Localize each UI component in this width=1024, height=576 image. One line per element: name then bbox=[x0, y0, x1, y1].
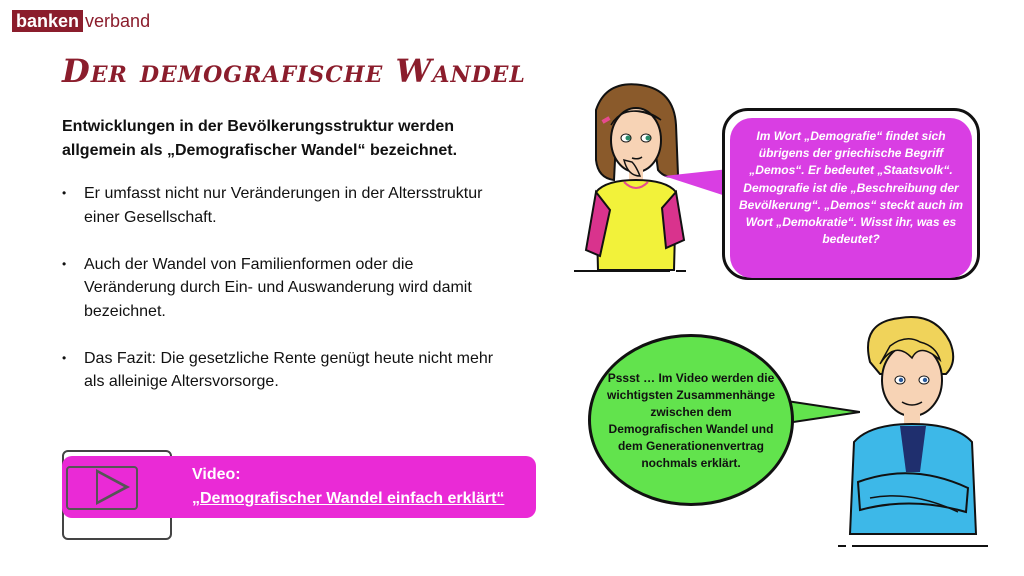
boy-character-illustration bbox=[840, 312, 990, 544]
play-icon-inner bbox=[98, 473, 124, 501]
boy-floor-line-dash bbox=[838, 545, 846, 547]
boy-floor-line bbox=[852, 545, 988, 547]
bullet-list bbox=[62, 182, 502, 417]
brand-logo bbox=[12, 10, 150, 32]
video-label: Video: bbox=[192, 466, 241, 483]
logo-mark: banken bbox=[12, 10, 83, 32]
bullet-item: • Er umfasst nicht nur Veränderungen in der Altersstruktur einer Gesellschaft. bbox=[62, 182, 502, 229]
video-link[interactable]: „Demografischer Wandel einfach erklärt“ bbox=[192, 490, 505, 507]
speech-bubble-pink-text: Im Wort „Demografie“ findet sich übrigens der griechische Begriff „Demos“. Er bedeutet „Staatsvolk“. Demografie ist die „Beschreibung der Bevölkerung“. „Demos“ steckt auch im Wort „Demokratie“. Wisst ihr, was es bedeutet? bbox=[738, 129, 964, 247]
bullet-item: • Auch der Wandel von Familienformen oder die Veränderung durch Ein- und Auswanderung wird damit bezeichnet. bbox=[62, 253, 502, 324]
page-title: Der demografische Wandel bbox=[62, 52, 526, 90]
intro-text: Entwicklungen in der Bevölkerungsstruktur werden allgemein als „Demografischer Wandel“ bezeichnet. bbox=[62, 118, 458, 159]
girl-floor-line bbox=[574, 270, 670, 272]
speech-bubble-green-text: Pssst … Im Video werden die wichtigsten Zusammenhänge zwischen dem Demografischen Wandel und dem Generationenvertrag nochmals erklärt. bbox=[606, 371, 776, 470]
bullet-item: • Das Fazit: Die gesetzliche Rente genügt heute nicht mehr als alleinige Altersvorsorge. bbox=[62, 347, 502, 394]
logo-wordmark: verband bbox=[85, 10, 151, 31]
girl-floor-line-dash bbox=[676, 270, 686, 272]
